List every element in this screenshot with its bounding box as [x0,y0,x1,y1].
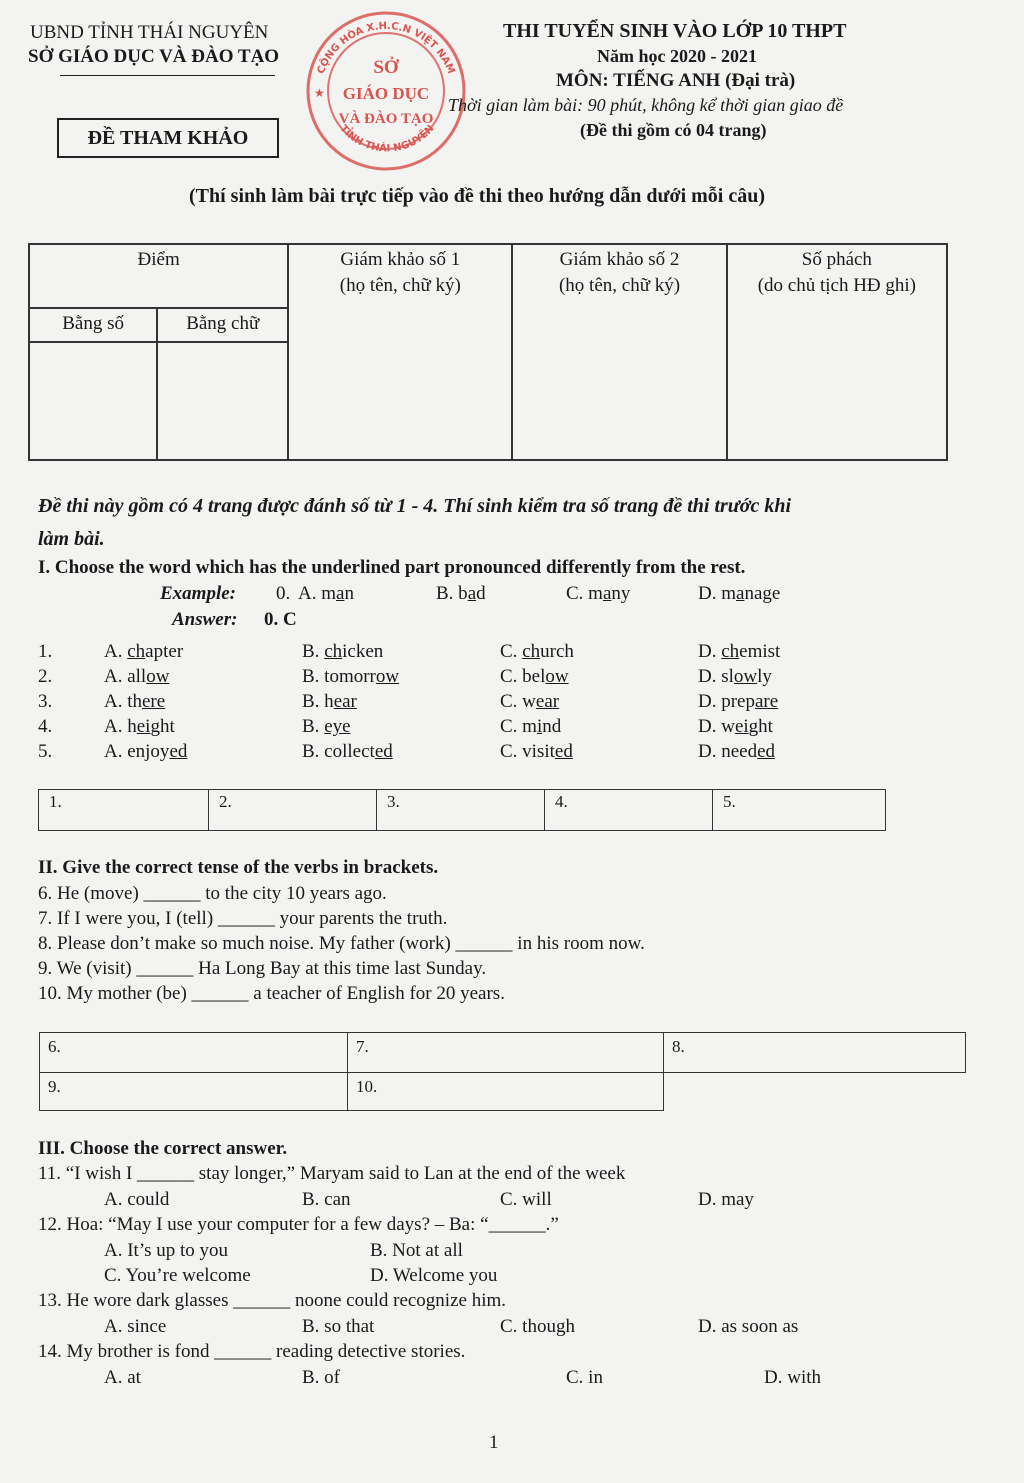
q4-number: 4. [38,716,53,737]
example-label: Example: [160,583,236,604]
q14-option-d[interactable]: D. with [764,1367,821,1388]
examiner-1-sub: (họ tên, chữ ký) [339,275,461,296]
reference-label: ĐỀ THAM KHẢO [57,118,279,158]
empty-cell [664,1073,966,1111]
note-line-1: Đề thi này gồm có 4 trang được đánh số từ 1 - 4. Thí sinh kiểm tra số trang đề thi trước khi [38,495,792,517]
code-sub: (do chủ tịch HĐ ghi) [757,275,916,296]
section-1-title: I. Choose the word which has the underlined part pronounced differently from the rest. [38,557,746,578]
example-option-a: A. man [298,583,354,604]
subject: MÔN: TIẾNG ANH (Đại trà) [556,70,796,91]
q12-option-d[interactable]: D. Welcome you [370,1265,498,1286]
org-line-1: UBND TỈNH THÁI NGUYÊN [30,22,269,43]
q3-option-c[interactable]: C. wear [500,691,560,712]
q6: 6. He (move) ______ to the city 10 years ago. [38,883,387,904]
q2-option-b[interactable]: B. tomorrow [302,666,400,687]
q4-option-d[interactable]: D. weight [698,716,773,737]
answer-box-6[interactable]: 6. [40,1033,348,1073]
exam-time: Thời gian làm bài: 90 phút, không kể thời gian giao đề [448,95,844,115]
q11-option-a[interactable]: A. could [104,1189,170,1210]
seal-line-2: GIÁO DỤC [342,84,430,103]
code-label: Số phách [801,249,872,270]
q1-option-c[interactable]: C. church [500,641,574,662]
examiner-2-cell[interactable] [512,244,726,460]
q3-option-a[interactable]: A. there [104,691,166,712]
q12: 12. Hoa: “May I use your computer for a few days? – Ba: “______.” [38,1214,559,1235]
q14-option-c[interactable]: C. in [566,1367,603,1388]
instruction: (Thí sinh làm bài trực tiếp vào đề thi theo hướng dẫn dưới mỗi câu) [189,185,765,207]
official-seal [298,5,474,173]
score-digits-input[interactable] [29,342,157,460]
examiner-2-label: Giám khảo số 2 [559,249,680,270]
q1-option-b[interactable]: B. chicken [302,641,384,662]
q12-option-a[interactable]: A. It’s up to you [104,1240,229,1261]
section-1-answer-grid [38,789,886,831]
example-option-d: D. manage [698,583,781,604]
q5-option-a[interactable]: A. enjoyed [104,741,188,762]
q13: 13. He wore dark glasses ______ noone could recognize him. [38,1290,507,1311]
answer-box-2[interactable]: 2. [209,790,377,830]
q1-option-d[interactable]: D. chemist [698,641,781,662]
example-option-c: C. many [566,583,631,604]
example-option-b: B. bad [436,583,486,604]
q11-option-b[interactable]: B. can [302,1189,351,1210]
q5-option-b[interactable]: B. collected [302,741,393,762]
q12-option-c[interactable]: C. You’re welcome [104,1265,251,1286]
org-line-2: SỞ GIÁO DỤC VÀ ĐÀO TẠO [28,46,280,67]
examiner-1-cell[interactable] [288,244,512,460]
q4-option-b[interactable]: B. eye [302,716,351,737]
answer-value: 0. C [264,609,297,630]
answer-box-1[interactable]: 1. [39,790,209,830]
q1-option-a[interactable]: A. chapter [104,641,184,662]
header-divider [60,75,275,76]
score-words-input[interactable] [157,342,288,460]
q13-option-a[interactable]: A. since [104,1316,167,1337]
q1-number: 1. [38,641,53,662]
q5-option-d[interactable]: D. needed [698,741,776,762]
school-year: Năm học 2020 - 2021 [597,46,757,66]
score-words-header: Bằng chữ [157,308,288,342]
seal-line-3: VÀ ĐÀO TẠO [338,111,434,127]
q14-option-b[interactable]: B. of [302,1367,340,1388]
q2-option-c[interactable]: C. below [500,666,569,687]
answer-box-10[interactable]: 10. [348,1073,664,1111]
q13-option-d[interactable]: D. as soon as [698,1316,799,1337]
q5-number: 5. [38,741,53,762]
q14: 14. My brother is fond ______ reading detective stories. [38,1341,466,1362]
seal-line-1: SỞ [373,57,399,78]
svg-text:TỈNH THÁI NGUYÊN [337,123,436,154]
answer-box-4[interactable]: 4. [545,790,713,830]
q7: 7. If I were you, I (tell) ______ your parents the truth. [38,908,448,929]
q3-option-d[interactable]: D. prepare [698,691,779,712]
q10: 10. My mother (be) ______ a teacher of English for 20 years. [38,983,505,1004]
q8: 8. Please don’t make so much noise. My father (work) ______ in his room now. [38,933,645,954]
answer-box-5[interactable]: 5. [723,792,736,811]
q11-option-d[interactable]: D. may [698,1189,754,1210]
q2-option-a[interactable]: A. allow [104,666,170,687]
q9: 9. We (visit) ______ Ha Long Bay at this time last Sunday. [38,958,487,979]
seal-star-icon: ★ [314,86,325,100]
section-2-title: II. Give the correct tense of the verbs in brackets. [38,857,439,878]
score-table [28,243,948,461]
note-line-2: làm bài. [38,528,105,550]
answer-label: Answer: [172,609,238,630]
q11-option-c[interactable]: C. will [500,1189,552,1210]
q4-option-c[interactable]: C. mind [500,716,562,737]
q4-option-a[interactable]: A. height [104,716,175,737]
code-cell[interactable] [727,244,947,460]
score-header [29,244,288,308]
q2-option-d[interactable]: D. slowly [698,666,772,687]
answer-box-3[interactable]: 3. [377,790,545,830]
examiner-1-label: Giám khảo số 1 [340,249,461,270]
score-label: Điểm [137,249,180,270]
score-digits-header: Bằng số [29,308,157,342]
seal-ring-bottom: TỈNH THÁI NGUYÊN [337,123,437,155]
q5-option-c[interactable]: C. visited [500,741,573,762]
q3-option-b[interactable]: B. hear [302,691,357,712]
q3-number: 3. [38,691,53,712]
q13-option-b[interactable]: B. so that [302,1316,375,1337]
q12-option-b[interactable]: B. Not at all [370,1240,463,1261]
q14-option-a[interactable]: A. at [104,1367,141,1388]
exam-title: THI TUYỂN SINH VÀO LỚP 10 THPT [503,20,847,42]
answer-box-8[interactable]: 8. [664,1033,966,1073]
answer-box-9[interactable]: 9. [40,1073,348,1111]
example-number: 0. [276,583,291,604]
answer-box-7[interactable]: 7. [348,1033,664,1073]
section-2-answer-grid [39,1032,966,1111]
q2-number: 2. [38,666,53,687]
q13-option-c[interactable]: C. though [500,1316,575,1337]
q11: 11. “I wish I ______ stay longer,” Maryam said to Lan at the end of the week [38,1163,626,1184]
seal-ring-top: CỘNG HÒA X.H.C.N VIỆT NAM [315,20,457,76]
section-3-title: III. Choose the correct answer. [38,1138,288,1159]
page-number: 1 [489,1432,499,1453]
page-count: (Đề thi gồm có 04 trang) [580,120,767,140]
examiner-2-sub: (họ tên, chữ ký) [558,275,681,296]
